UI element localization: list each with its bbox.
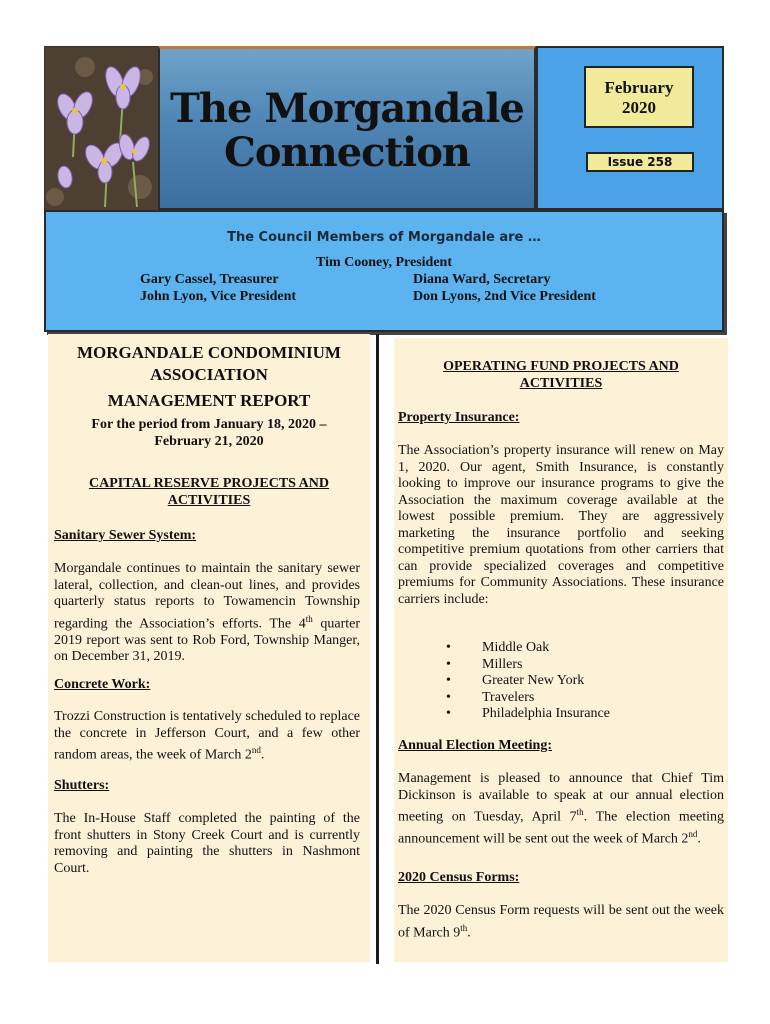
- concrete-text-a: Trozzi Construction is tentatively scheduled to replace the concrete in Jefferson Court, and a few other random areas, the week of March 2: [54, 709, 360, 763]
- list-item: • Philadelphia Insurance: [446, 706, 610, 723]
- census-forms-text: [398, 903, 724, 942]
- council-treasurer: Gary Cassel, Treasurer: [140, 272, 279, 287]
- issue-year: 2020: [622, 98, 656, 117]
- census-text-b: .: [467, 925, 471, 941]
- list-item: • Millers: [446, 657, 610, 674]
- concrete-sup: nd: [251, 745, 261, 755]
- sewer-sup: th: [305, 613, 313, 624]
- column-divider: [376, 334, 379, 964]
- report-period-line-2: February 21, 2020: [154, 434, 264, 449]
- election-text-a: Management is pleased to announce that Chief Tim Dickinson is available to speak at our annual election meeting on Tuesday, April 7: [398, 771, 724, 825]
- newsletter-title: [160, 87, 534, 175]
- sewer-text-b: quarter 2019 report was sent to Rob Ford, Township Manger, on December 31, 2019.: [54, 616, 360, 665]
- council-heading: The Council Members of Morgandale are …: [227, 230, 541, 245]
- election-text-b: . The election meeting announcement will be sent out the week of March 2: [398, 809, 724, 847]
- insurance-carriers-list: [446, 640, 610, 723]
- report-period: [48, 416, 370, 450]
- list-item: • Greater New York: [446, 673, 610, 690]
- issue-number-badge: Issue 258: [586, 152, 694, 172]
- sanitary-sewer-text: [54, 561, 360, 666]
- report-title-line-3: MANAGEMENT REPORT: [107, 391, 311, 410]
- annual-election-heading: Annual Election Meeting:: [398, 738, 552, 753]
- title-line-2: Connection: [224, 129, 470, 176]
- sanitary-sewer-heading: Sanitary Sewer System:: [54, 528, 197, 543]
- council-president: Tim Cooney, President: [316, 255, 452, 270]
- property-insurance-heading: Property Insurance:: [398, 410, 520, 425]
- operating-fund-heading: OPERATING FUND PROJECTS AND ACTIVITIES: [443, 359, 679, 391]
- council-vice-president: John Lyon, Vice President: [140, 289, 297, 304]
- census-text-a: The 2020 Census Form requests will be sent out the week of March 9: [398, 903, 724, 941]
- operating-fund-column: [394, 338, 728, 962]
- council-secretary: Diana Ward, Secretary: [413, 272, 551, 287]
- election-text-c: .: [697, 831, 701, 847]
- census-sup: th: [460, 922, 468, 933]
- crocus-photo: [44, 46, 160, 212]
- shutters-heading: Shutters:: [54, 778, 110, 793]
- issue-date-badge: [584, 66, 694, 128]
- report-period-line-1: For the period from January 18, 2020 –: [91, 417, 327, 432]
- report-title: [48, 342, 370, 412]
- report-title-line-2: ASSOCIATION: [150, 365, 268, 384]
- list-item: • Travelers: [446, 690, 610, 707]
- shutters-text: The In-House Staff completed the painting of the front shutters in Stony Creek Court and is currently removing and painting the shutters in Nashmont Court.: [54, 811, 360, 876]
- issue-month: February: [604, 78, 674, 97]
- council-second-vice-president: Don Lyons, 2nd Vice President: [413, 289, 596, 304]
- sewer-text-a: Morgandale continues to maintain the sanitary sewer lateral, collection, and clean-out lines, and provides quarterly status reports to Towamencin Township regarding the Association’s efforts. The 4: [54, 561, 360, 632]
- election-sup-2: nd: [688, 829, 698, 840]
- property-insurance-text: The Association’s property insurance will renew on May 1, 2020. Our agent, Smith Insurance, is constantly looking to improve our insurance programs to give the Association the maximum coverage available at the lowest possible premium. They are aggressively marketing the insurance portfolio and seeking competitive premium quotations from other carriers that can provide specialized coverages and competitive premiums for Community Associations. These insurance carriers include:: [398, 443, 724, 607]
- election-sup-1: th: [576, 807, 584, 817]
- concrete-work-heading: Concrete Work:: [54, 677, 151, 692]
- crocus-flowers-image: [45, 47, 159, 211]
- list-item: • Middle Oak: [446, 640, 610, 657]
- report-title-line-1: MORGANDALE CONDOMINIUM: [77, 343, 341, 362]
- council-members-banner: [44, 210, 724, 332]
- census-forms-heading: 2020 Census Forms:: [398, 870, 520, 885]
- concrete-text-b: .: [260, 747, 265, 763]
- annual-election-text: [398, 771, 724, 848]
- concrete-work-text: [54, 709, 360, 764]
- management-report-column: [48, 334, 370, 962]
- masthead-title-box: [158, 46, 536, 210]
- title-line-1: The Morgandale: [170, 85, 524, 132]
- capital-reserve-heading: CAPITAL RESERVE PROJECTS AND ACTIVITIES: [88, 476, 330, 508]
